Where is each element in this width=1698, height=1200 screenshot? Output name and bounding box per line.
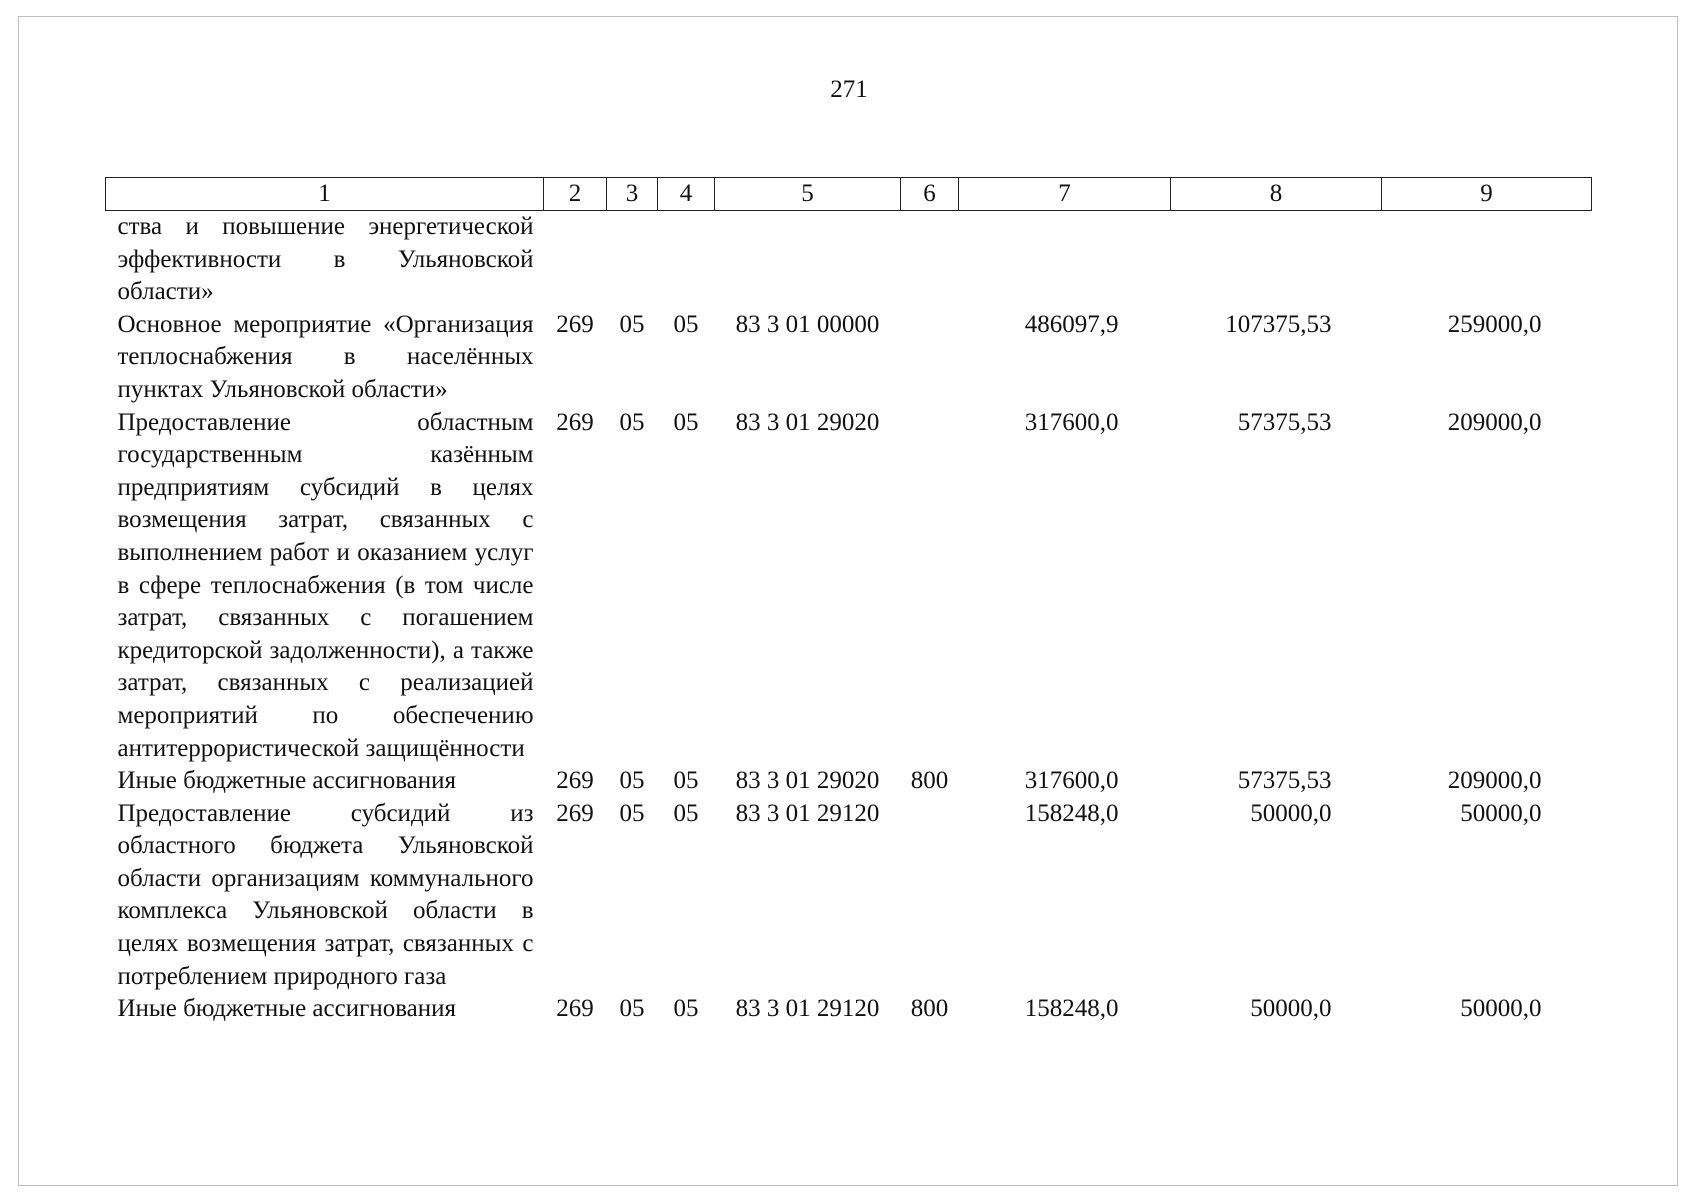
column-header: 8	[1171, 178, 1382, 211]
column-header: 1	[106, 178, 544, 211]
column-header: 3	[607, 178, 658, 211]
cell-admin-code: 269	[556, 408, 594, 436]
table-header-row	[106, 178, 1592, 211]
cell-admin-code: 269	[556, 995, 594, 1023]
cell-subsection: 05	[673, 408, 699, 436]
table-row	[106, 993, 1592, 1026]
cell-amount-7: 317600,0	[1024, 767, 1119, 795]
column-header: 4	[658, 178, 715, 211]
cell-expense-type	[901, 309, 959, 407]
cell-expense-type	[901, 211, 959, 309]
cell-section: 05	[619, 408, 645, 436]
cell-section: 05	[619, 310, 645, 338]
cell-target-article: 83 3 01 29020	[735, 408, 880, 436]
row-name: Основное мероприятие «Организация теплоснабжения в населённых пунктах Ульяновской области»	[117, 310, 534, 403]
cell-target-article	[715, 211, 901, 309]
cell-amount-8: 107375,53	[1225, 310, 1332, 338]
cell-amount-9: 209000,0	[1447, 408, 1542, 436]
cell-target-article: 83 3 01 29120	[735, 799, 880, 827]
row-name: ства и повышение энергетической эффективности в Ульяновской области»	[117, 213, 534, 306]
cell-amount-8	[1171, 211, 1382, 309]
cell-section: 05	[619, 767, 645, 795]
table-row	[106, 309, 1592, 407]
cell-subsection: 05	[673, 767, 699, 795]
cell-admin-code	[544, 211, 607, 309]
table-row	[106, 211, 1592, 309]
column-header: 9	[1382, 178, 1592, 211]
cell-amount-8: 50000,0	[1250, 799, 1332, 827]
cell-section: 05	[619, 995, 645, 1023]
cell-expense-type	[901, 407, 959, 766]
cell-amount-9	[1382, 211, 1592, 309]
cell-expense-type: 800	[910, 995, 949, 1023]
cell-target-article: 83 3 01 00000	[735, 310, 880, 338]
column-header: 5	[715, 178, 901, 211]
table-row	[106, 798, 1592, 994]
cell-admin-code: 269	[556, 310, 594, 338]
row-name: Иные бюджетные ассигнования	[117, 995, 457, 1023]
budget-table	[105, 177, 1592, 1026]
cell-expense-type	[901, 798, 959, 994]
cell-subsection: 05	[673, 995, 699, 1023]
row-name: Предоставление областным государственным казённым предприятиям субсидий в целях возмещения затрат, связанных с выполнением работ и оказанием услуг в сфере теплоснабжения (в том числе затрат, связанных с погашением кредиторской задолженности), а также затрат, связанных с реализацией мероприятий по обеспечению антитеррористической защищённости	[117, 408, 534, 762]
cell-section	[607, 211, 658, 309]
cell-admin-code: 269	[556, 767, 594, 795]
cell-amount-8: 57375,53	[1237, 408, 1332, 436]
cell-subsection	[658, 211, 715, 309]
cell-subsection: 05	[673, 799, 699, 827]
cell-amount-7: 158248,0	[1024, 995, 1119, 1023]
cell-section: 05	[619, 799, 645, 827]
column-header: 2	[544, 178, 607, 211]
cell-amount-9: 50000,0	[1460, 799, 1542, 827]
cell-amount-7	[959, 211, 1171, 309]
row-name: Предоставление субсидий из областного бюджета Ульяновской области организациям коммунального комплекса Ульяновской области в целях возмещения затрат, связанных с потреблением природного газа	[117, 799, 534, 990]
cell-amount-7: 317600,0	[1024, 408, 1119, 436]
table-row	[106, 765, 1592, 798]
column-header: 6	[901, 178, 959, 211]
cell-amount-8: 57375,53	[1237, 767, 1332, 795]
cell-amount-9: 50000,0	[1460, 995, 1542, 1023]
table-row	[106, 407, 1592, 766]
cell-admin-code: 269	[556, 799, 594, 827]
row-name: Иные бюджетные ассигнования	[117, 767, 457, 795]
cell-target-article: 83 3 01 29020	[735, 767, 880, 795]
cell-amount-9: 209000,0	[1447, 767, 1542, 795]
cell-subsection: 05	[673, 310, 699, 338]
cell-target-article: 83 3 01 29120	[735, 995, 880, 1023]
page-number: 271	[830, 76, 868, 103]
cell-amount-9: 259000,0	[1447, 310, 1542, 338]
column-header: 7	[959, 178, 1171, 211]
cell-expense-type: 800	[910, 767, 949, 795]
cell-amount-7: 486097,9	[1024, 310, 1119, 338]
cell-amount-7: 158248,0	[1024, 799, 1119, 827]
cell-amount-8: 50000,0	[1250, 995, 1332, 1023]
